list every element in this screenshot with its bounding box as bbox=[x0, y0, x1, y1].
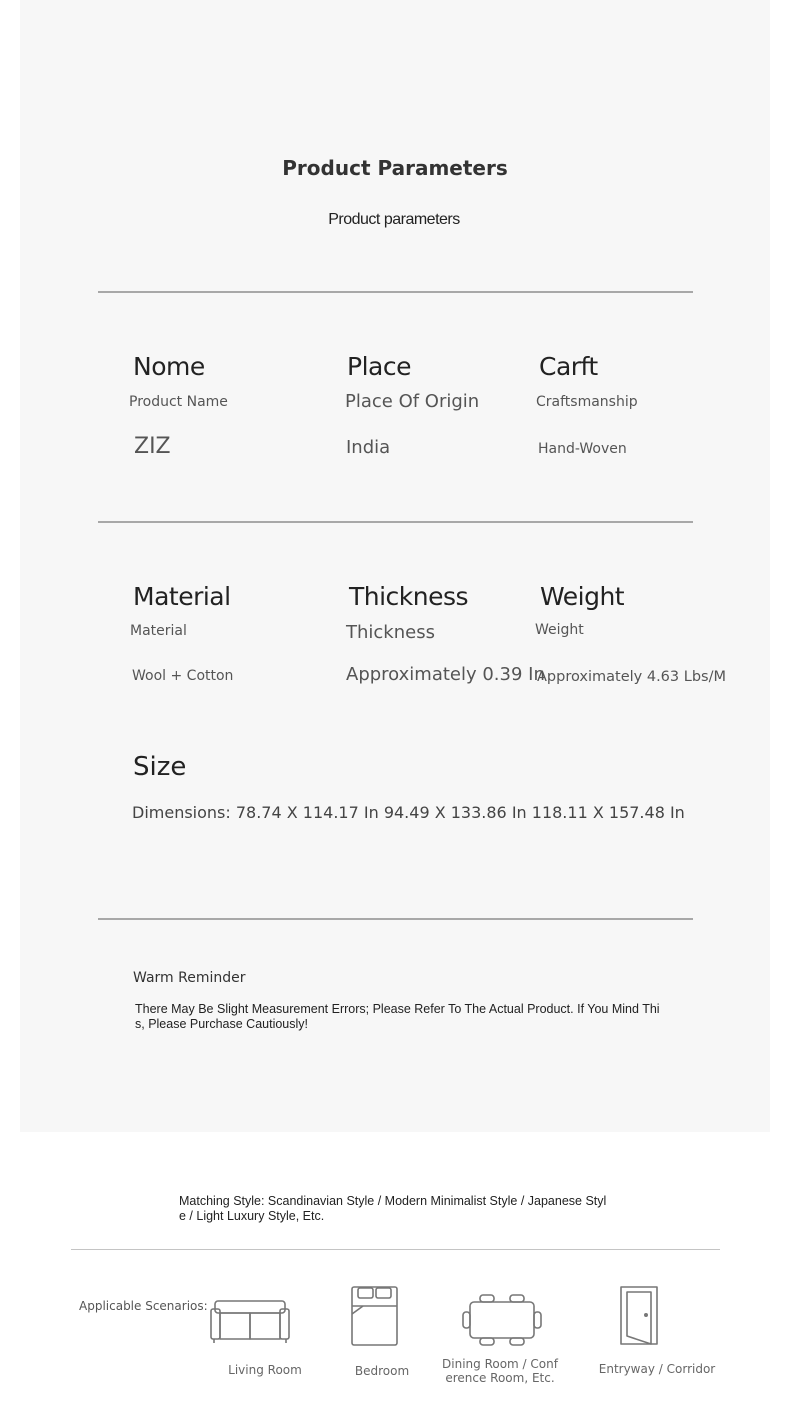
divider bbox=[98, 291, 693, 293]
weight-heading: Weight bbox=[540, 582, 625, 611]
thickness-label: Thickness bbox=[346, 622, 435, 643]
scenario-living-room: Living Room bbox=[228, 1363, 302, 1377]
divider bbox=[98, 521, 693, 523]
material-label: Material bbox=[130, 623, 187, 639]
craft-label: Craftsmanship bbox=[536, 394, 638, 410]
name-label: Product Name bbox=[129, 394, 228, 410]
door-icon bbox=[618, 1285, 660, 1347]
name-value: ZIZ bbox=[134, 434, 171, 459]
place-heading: Place bbox=[347, 352, 411, 381]
place-value: India bbox=[346, 437, 391, 458]
craft-value: Hand-Woven bbox=[538, 441, 627, 457]
size-heading: Size bbox=[133, 752, 187, 782]
page-subtitle: Product parameters bbox=[328, 211, 460, 228]
reminder-heading: Warm Reminder bbox=[133, 970, 246, 986]
divider bbox=[71, 1249, 720, 1250]
name-heading: Nome bbox=[133, 352, 205, 381]
place-label: Place Of Origin bbox=[345, 391, 480, 412]
page-title: Product Parameters bbox=[282, 156, 508, 180]
thickness-value: Approximately 0.39 In bbox=[346, 664, 545, 685]
bed-icon bbox=[348, 1284, 402, 1348]
reminder-text: There May Be Slight Measurement Errors; Please Refer To The Actual Product. If You Mind This, Please Purchase Cautiously! bbox=[135, 1002, 660, 1031]
matching-style-text: Matching Style: Scandinavian Style / Modern Minimalist Style / Japanese Style / Light Luxury Style, Etc. bbox=[179, 1194, 607, 1223]
material-heading: Material bbox=[133, 582, 231, 611]
applicable-scenarios-label: Applicable Scenarios: bbox=[79, 1299, 208, 1313]
scenario-entryway: Entryway / Corridor bbox=[598, 1362, 716, 1376]
dining-table-icon bbox=[460, 1292, 544, 1348]
weight-value: Approximately 4.63 Lbs/M bbox=[537, 669, 726, 685]
weight-label: Weight bbox=[535, 622, 584, 638]
scenario-dining-room: Dining Room / Conference Room, Etc. bbox=[442, 1357, 558, 1385]
thickness-heading: Thickness bbox=[349, 582, 469, 611]
craft-heading: Carft bbox=[539, 352, 598, 381]
material-value: Wool + Cotton bbox=[132, 668, 234, 684]
size-dimensions: Dimensions: 78.74 X 114.17 In 94.49 X 133.86 In 118.11 X 157.48 In bbox=[132, 803, 685, 822]
sofa-icon bbox=[208, 1296, 292, 1346]
scenario-bedroom: Bedroom bbox=[354, 1364, 410, 1378]
divider bbox=[98, 918, 693, 920]
